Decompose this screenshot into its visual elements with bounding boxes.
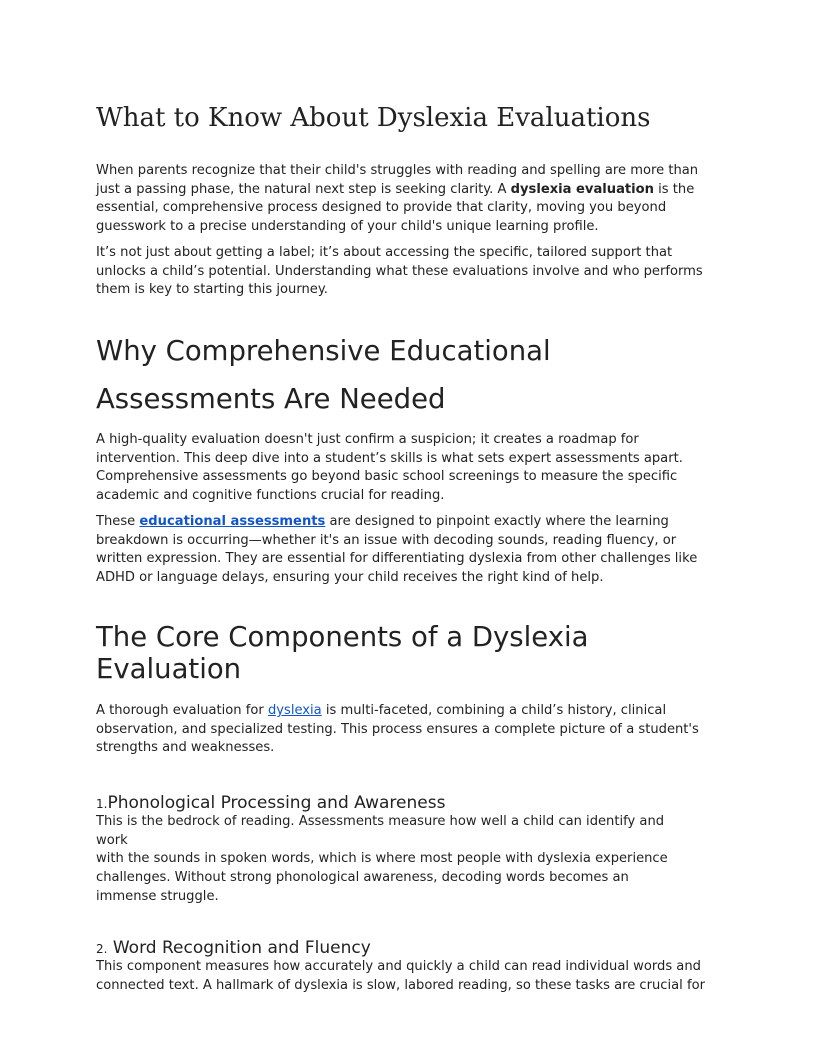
item1-paragraph — [96, 813, 686, 907]
intro-text-after: is the essential, comprehensive process designed to provide that clarity, moving you beyond guesswork to a precise understanding of your child's unique learning profile. — [96, 181, 695, 235]
intro-bold-term: dyslexia evaluation — [510, 181, 654, 197]
educational-assessments-link[interactable]: educational assessments — [139, 514, 326, 529]
intro-paragraph-1 — [96, 162, 716, 237]
page-title: What to Know About Dyslexia Evaluations — [96, 103, 651, 133]
intro-paragraph-2: It’s not just about getting a label; it’s about accessing the specific, tailored support that unlocks a child’s potential. Understanding what these evaluations involve and who performs them is key to starting this journey. — [96, 245, 703, 298]
section1-text-before: These — [96, 514, 140, 529]
item2-number: 2. — [96, 942, 108, 956]
item1-line2: with the sounds in spoken words, which is where most people with dyslexia experience challenges. Without strong phonological awareness, decoding words becomes an immense struggle. — [96, 851, 668, 904]
section1-text-after: are designed to pinpoint exactly where the learning breakdown is occurring—whether it's an issue with decoding sounds, reading fluency, or written expression. They are essential for differentiating dyslexia from other challenges like ADHD or language delays, ensuring your child receives the right kind of help. — [96, 514, 698, 586]
item1-line1: This is the bedrock of reading. Assessments measure how well a child can identify and work — [96, 814, 665, 848]
section1-paragraph-1: A high-quality evaluation doesn't just confirm a suspicion; it creates a roadmap for intervention. This deep dive into a student’s skills is what sets expert assessments apart. Comprehensive assessments go beyond basic school screenings to measure the specific academic and cognitive functions crucial for reading. — [96, 432, 683, 504]
item2-paragraph: This component measures how accurately and quickly a child can read individual words and connected text. A hallmark of dyslexia is slow, labored reading, so these tasks are crucial for — [96, 959, 705, 993]
section2-text-before: A thorough evaluation for — [96, 703, 268, 718]
item2-heading — [96, 938, 716, 959]
section-heading-why — [96, 335, 716, 415]
intro-text-before: When parents recognize that their child's struggles with reading and spelling are more than just a passing phase, the natural next step is seeking clarity. A — [96, 163, 699, 197]
section1-paragraph-2 — [96, 513, 716, 588]
item1-heading — [96, 793, 716, 814]
item1-number: 1. — [96, 797, 108, 811]
section2-text-after: is multi-faceted, combining a child’s history, clinical observation, and specialized testing. This process ensures a complete picture of a student's strengths and weaknesses. — [96, 703, 699, 756]
item2-title: Word Recognition and Fluency — [112, 938, 371, 958]
dyslexia-link[interactable]: dyslexia — [267, 703, 322, 718]
item1-title: Phonological Processing and Awareness — [107, 793, 446, 813]
section-heading-core: The Core Components of a Dyslexia Evaluation — [96, 621, 589, 685]
section-heading-why-line1: Why Comprehensive Educational — [96, 335, 551, 367]
section-heading-why-line2: Assessments Are Needed — [96, 383, 446, 415]
section2-paragraph-1 — [96, 702, 716, 758]
